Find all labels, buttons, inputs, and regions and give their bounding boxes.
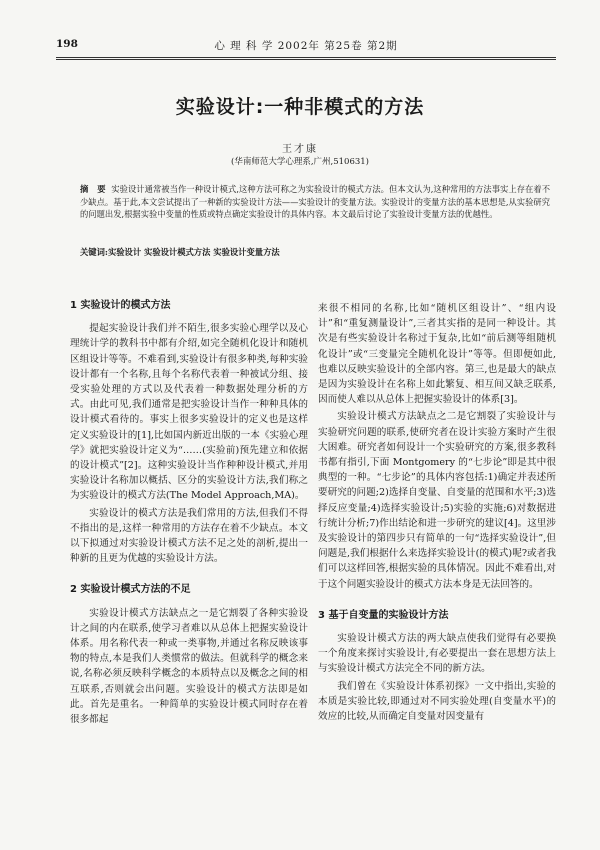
header-rule	[56, 57, 556, 58]
section-3-heading: 3 基于自变量的实验设计方法	[318, 609, 449, 621]
article-title: 实验设计:一种非模式的方法	[175, 96, 425, 118]
section-2-heading: 2 实验设计模式方法的不足	[70, 584, 191, 596]
running-header	[56, 38, 556, 54]
continued-paragraph: 来很不相同的名称,比如“随机区组设计”、“组内设计”和“重复测量设计”,三者其实指的是同一种设计。其次是有些实验设计名称过于复杂,比如“前后测等组随机化设计”或“三变量完全随机化设计”等等。但即便如此,也难以反映实验设计的全部内容。第三,也是最大的缺点是因为实验设计在名称上如此繁复、相互间又缺乏联系,因而使人难以从总体上把握实验设计的体系[3]。	[318, 303, 556, 406]
left-column	[70, 292, 308, 729]
page-number: 198	[56, 38, 78, 50]
section-2-paragraph-1: 实验设计模式方法缺点之一是它割裂了各种实验设计之间的内在联系,使学习者难以从总体上把握实验设计体系。用名称代表一种或一类事物,并通过名称反映该事物的特点,本是我们人类惯常的做法。但就科学的概念来说,名称必须反映科学概念的本质特点以及概念之间的相互联系,否则就会出问题。实验设计的模式方法即是如此。首先是重名。一种简单的实验设计模式同时存在着很多都起	[70, 607, 308, 726]
author-name: 王才康	[282, 144, 318, 155]
abstract-label: 摘 要	[80, 184, 109, 194]
right-column	[318, 301, 556, 726]
keywords: 关键词:实验设计 实验设计模式方法 实验设计变量方法	[80, 247, 280, 257]
section-1-paragraph-2: 实验设计的模式方法是我们常用的方法,但我们不得不指出的是,这样一种常用的方法存在着不少缺点。本文以下拟通过对实验设计模式方法不足之处的剖析,提出一种新的且更为优越的实验设计方法。	[70, 507, 308, 565]
section-3-paragraph-2: 我们曾在《实验设计体系初探》一文中指出,实验的本质是实验比较,即通过对不同实验处理(自变量水平)的效应的比较,从而确定自变量对因变量有	[318, 680, 556, 723]
author-affiliation: (华南师范大学心理系,广州,510631)	[231, 157, 369, 167]
header-rule-thin	[56, 59, 556, 60]
section-1-heading: 1 实验设计的模式方法	[70, 300, 171, 311]
section-2-paragraph-2: 实验设计模式方法缺点之二是它割裂了实验设计与实验研究问题的联系,使研究者在设计实验方案时产生很大困难。研究者如何设计一个实验研究的方案,很多教科书都有指引,下面 Montgomery 的“七步论”即是其中很典型的一种。“七步论”的具体内容包括:1)确定并表述所要研究的问题;2)选择自变量、自变量的范围和水平;3)选择反应变量;4)选择实验设计;5)实验的实施;6)对数据进行统计分析;7)作出结论和进一步研究的建议[4]。这里涉及实验设计的第四步只有简单的一句“选择实验设计”,但问题是,我们根据什么来选择实验设计(的模式)呢?或者我们可以这样回答,根据实验的具体情况。因此不难看出,对于这个问题实验设计的模式方法本身是无法回答的。	[318, 411, 556, 590]
section-3-paragraph-1: 实验设计模式方法的两大缺点使我们觉得有必要换一个角度来探讨实验设计,有必要提出一套在思想方法上与实验设计模式方法完全不同的新方法。	[318, 633, 556, 675]
abstract	[80, 183, 550, 221]
abstract-text: 实验设计通常被当作一种设计模式,这种方法可称之为实验设计的模式方法。但本文认为,这种常用的方法事实上存在着不少缺点。基于此,本文尝试提出了一种新的实验设计方法——实验设计的变量方法。实验设计的变量方法的基本思想是,从实验研究的问题出发,根据实验中变量的性质或特点确定实验设计的具体内容。本文最后讨论了实验设计变量方法的优越性。	[80, 184, 551, 220]
section-1-paragraph-1: 提起实验设计我们并不陌生,很多实验心理学以及心理统计学的教科书中都有介绍,如完全随机化设计和随机区组设计等等。不难看到,实验设计有很多种类,每种实验设计都有一个名称,且每个名称代表着一种被试分组、接受实验处理的方式以及代表着一种数据处理分析的方式。由此可见,我们通常是把实验设计当作一种种具体的设计模式看待的。事实上很多实验设计的定义也是这样定义实验设计的[1],比如国内新近出版的一本《实验心理学》就把实验设计定义为“……(实验前)预先建立和依据的设计模式”[2]。这种实验设计当作种种设计模式,并用实验设计名称加以概括、区分的实验设计方法,我们称之为实验设计的模式方法(The Model Approach,MA)。	[70, 323, 308, 502]
journal-info: 心 理 科 学 2002年 第25卷 第2期	[214, 40, 398, 52]
